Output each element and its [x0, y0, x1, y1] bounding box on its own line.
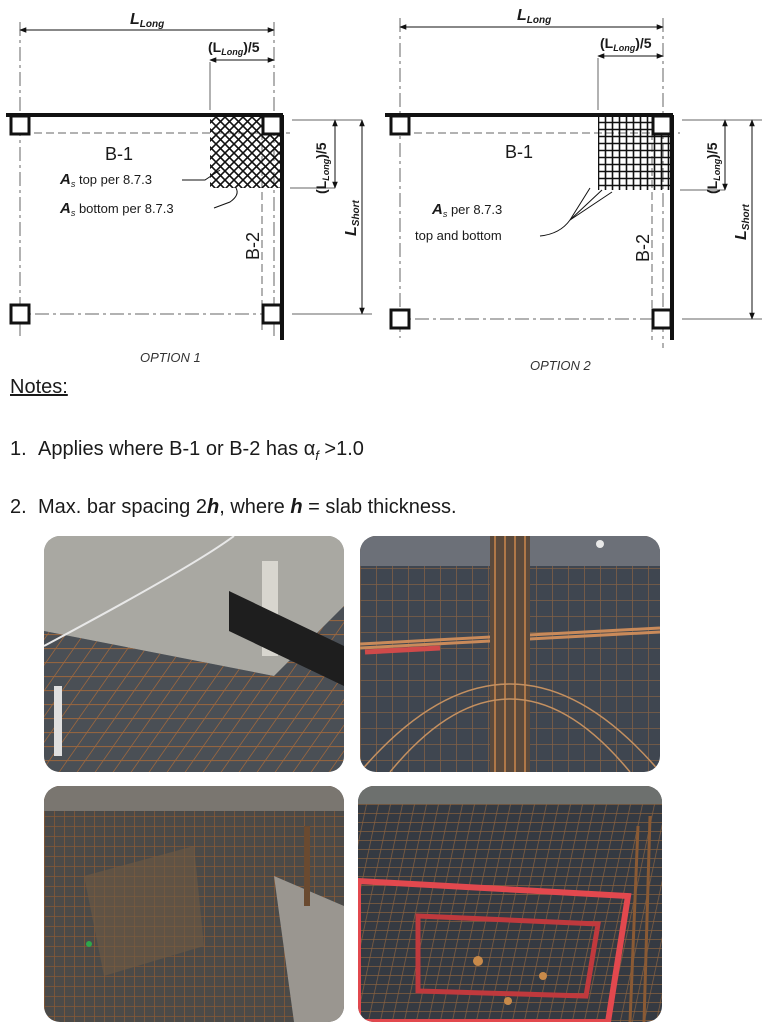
column-icon	[11, 305, 29, 323]
option-2-beam-b1: B-1	[505, 142, 534, 162]
option-1-as-top-label: $A_s$ top per 8.7.3	[60, 171, 152, 189]
option-2-caption: OPTION 2	[530, 358, 591, 373]
option-2-as-label: $A_s$ per 8.7.3	[432, 201, 503, 219]
photo-slab-mesh-overview	[44, 786, 344, 1022]
option-1-caption: OPTION 1	[140, 350, 201, 365]
column-icon	[11, 116, 29, 134]
corner-reinforcement-diagram	[0, 0, 768, 375]
photo-slab-corner-wall	[44, 536, 344, 772]
column-icon	[391, 310, 409, 328]
column-icon	[391, 116, 409, 134]
option-2-dim-long: LLong	[517, 7, 552, 26]
option-1-dim-fifth: $(L_{Long})/5$	[208, 39, 260, 57]
option-1-as-bottom-label: $A_s$ bottom per 8.7.3	[60, 200, 174, 218]
column-icon	[653, 116, 671, 134]
column-icon	[653, 310, 671, 328]
option-1-dim-long: LLong	[130, 11, 165, 30]
option-2-dim-fifth: $(L_{Long})/5$	[600, 35, 652, 53]
option-1-dim-short: LShort	[343, 200, 362, 236]
note-1: 1. Applies where B-1 or B-2 has $\alpha_f >1.0$	[10, 438, 364, 463]
option-2-as-label-line2: top and bottom	[415, 228, 502, 243]
photo-slab-red-formwork	[358, 786, 662, 1022]
option-1-beam-b2: B-2	[243, 231, 263, 260]
option-2-beam-b2: B-2	[633, 233, 653, 262]
option-1-diagram	[6, 11, 372, 365]
column-icon	[263, 116, 281, 134]
note-2: 2. Max. bar spacing 2h, where h = slab thickness.	[10, 496, 457, 518]
option-1-beam-b1: B-1	[105, 144, 134, 164]
photo-slab-column-rebar	[360, 536, 660, 772]
option-1-dim-fifth-vertical: $(L_{Long})/5$	[313, 142, 331, 194]
option-2-diagram	[385, 7, 762, 373]
option-2-dim-fifth-vertical: $(L_{Long})/5$	[704, 142, 722, 194]
column-icon	[263, 305, 281, 323]
option-2-dim-short: LShort	[733, 204, 752, 240]
notes-title: Notes:	[10, 376, 68, 398]
